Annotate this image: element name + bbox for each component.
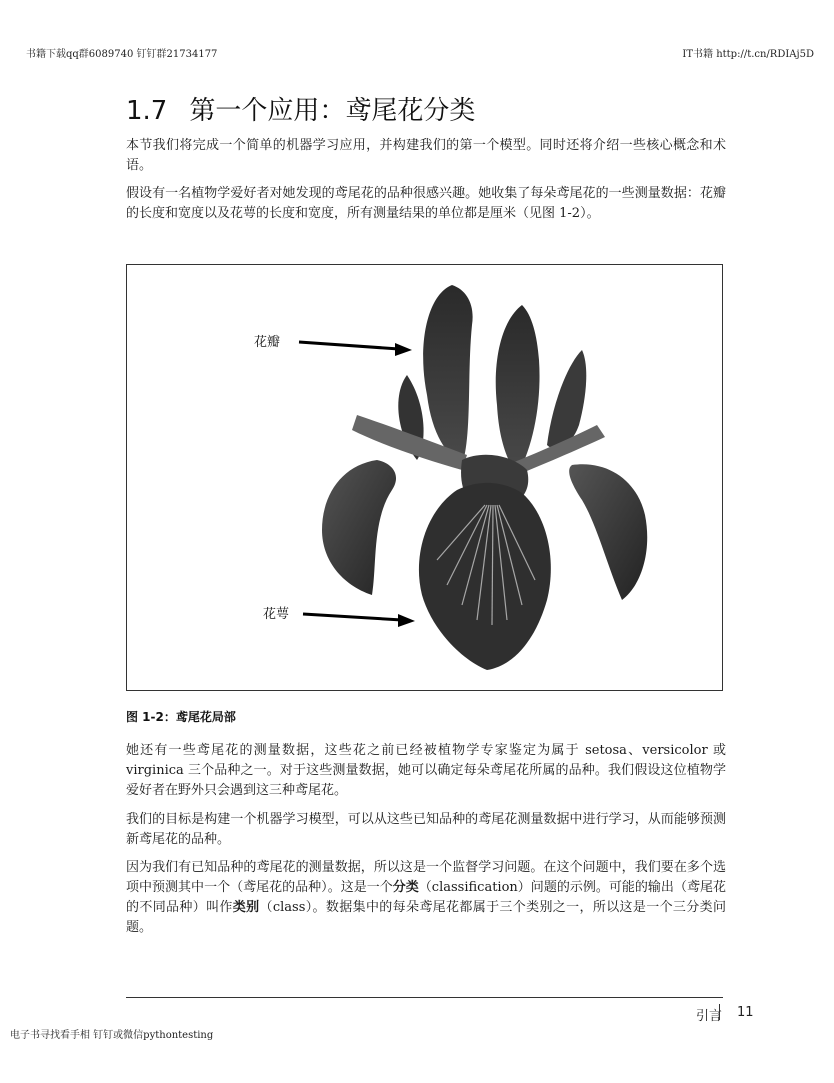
bottom-note: 电子书寻找看手相 钉钉或微信pythontesting [10, 1030, 214, 1041]
figure-caption: 图 1-2：鸢尾花局部 [126, 710, 236, 724]
paragraph-classification [126, 858, 726, 938]
paragraph-goal: 我们的目标是构建一个机器学习模型，可以从这些已知品种的鸢尾花测量数据中进行学习，从而能够预测新鸢尾花的品种。 [126, 812, 726, 847]
iris-flower-illustration [127, 265, 723, 691]
page-number: 11 [737, 1005, 754, 1020]
section-title [126, 90, 475, 127]
callout-sepal: 花萼 [263, 607, 290, 622]
section-title-text: 第一个应用：鸢尾花分类 [189, 96, 476, 126]
iris-figure [126, 264, 723, 691]
paragraph-species: 她还有一些鸢尾花的测量数据，这些花之前已经被植物学专家鉴定为属于 setosa、versicolor 或 virginica 三个品种之一。对于这些测量数据，她可以确定每朵鸢尾花所属的品种。我们假设这位植物学爱好者在野外只会遇到这三种鸢尾花。 [126, 743, 726, 798]
petal-shape [423, 285, 472, 465]
text-segment: （class）。数据集中的每朵鸢尾花都属于三个类别之一，所以这是一个三分类问题。 [126, 900, 726, 935]
petal-shape [496, 305, 540, 475]
paragraph-intro: 本节我们将完成一个简单的机器学习应用，并构建我们的第一个模型。同时还将介绍一些核心概念和术语。 [126, 138, 726, 173]
sepal-shape [419, 483, 551, 670]
sepal-shape [569, 464, 647, 600]
footer-section-name: 引言 [695, 1009, 722, 1024]
sepal-shape [322, 460, 396, 595]
paragraph-botanist: 假设有一名植物学爱好者对她发现的鸢尾花的品种很感兴趣。她收集了每朵鸢尾花的一些测量数据：花瓣的长度和宽度以及花萼的长度和宽度，所有测量结果的单位都是厘米（见图 1-2）。 [126, 186, 726, 221]
header-left-note: 书籍下载qq群6089740 钉钉群21734177 [26, 49, 218, 60]
term-class: 类别 [232, 900, 260, 915]
footer-separator [719, 1004, 720, 1020]
callout-petal: 花瓣 [254, 335, 281, 350]
term-classification: 分类 [392, 880, 419, 895]
header-right-link[interactable]: IT书籍 http://t.cn/RDIAj5D [682, 49, 814, 60]
text-segment: 因为我们有已知品种的鸢尾花的测量数据，所以这是一个监督学习问题。在这个问题中，我们要在多个选项中预测其中一个（鸢尾花的品种）。这是一个 [126, 860, 726, 895]
footer-divider [126, 997, 723, 998]
text-segment: （classification）问题的示例。可能的输出（鸢尾花的不同品种）叫作 [126, 880, 726, 915]
section-number: 1.7 [126, 96, 168, 126]
